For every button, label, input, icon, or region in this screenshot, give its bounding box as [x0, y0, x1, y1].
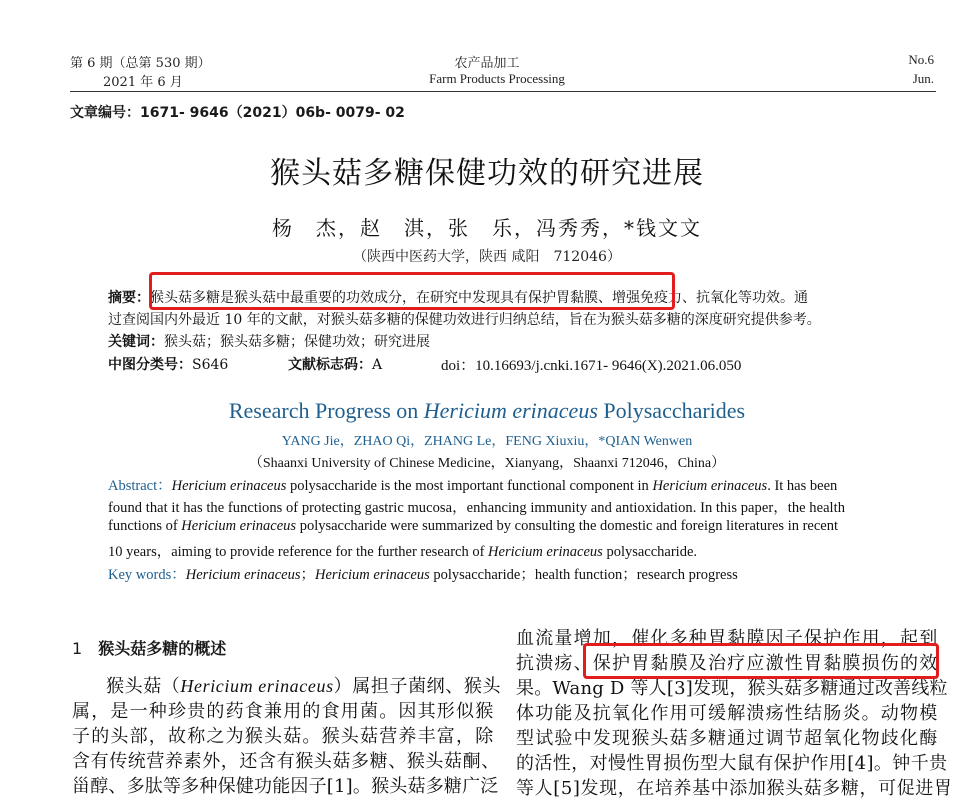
- keywords-cn: 关键词：猴头菇；猴头菇多糖；保健功效；研究进展: [108, 334, 430, 350]
- left-col-line5: 甾醇、多肽等多种保健功能因子[1]。猴头菇多糖广泛: [72, 776, 499, 797]
- issue-number: 第 6 期（总第 530 期）: [70, 56, 211, 71]
- abstract-en-line1: Abstract：Hericium erinaceus polysaccharide is the most important functional component in Hericium erinaceus. It has been: [108, 478, 838, 494]
- affiliation-cn: （陕西中医药大学，陕西 咸阳 712046）: [353, 249, 621, 265]
- right-col-line3: 果。Wang D 等人[3]发现，猴头菇多糖通过改善线粒: [516, 678, 948, 699]
- journal-name-cn: 农产品加工: [454, 56, 520, 71]
- clc-number: 中图分类号：S646: [108, 357, 229, 373]
- authors-cn: 杨 杰，赵 淇，张 乐，冯秀秀，*钱文文: [272, 216, 702, 240]
- right-col-line7: 等人[5]发现，在培养基中添加猴头菇多糖，可促进胃: [516, 778, 953, 799]
- left-col-line3: 子的头部，故称之为猴头菇。猴头菇营养丰富，除: [72, 726, 495, 747]
- abstract-cn-label: 摘要：: [108, 290, 150, 306]
- keywords-cn-label: 关键词：: [108, 334, 164, 350]
- journal-name-en: Farm Products Processing: [429, 71, 565, 86]
- right-col-line4: 体功能及抗氧化作用可缓解溃疡性结肠炎。动物模: [516, 703, 939, 724]
- keywords-en: Key words：Hericium erinaceus；Hericium erinaceus polysaccharide；health function；research progress: [108, 567, 738, 583]
- section-heading: 1 猴头菇多糖的概述: [72, 639, 227, 658]
- issue-no-en: No.6: [908, 52, 934, 67]
- right-col-line5: 型试验中发现猴头菇多糖通过调节超氧化物歧化酶: [516, 728, 939, 749]
- abstract-en-line3: functions of Hericium erinaceus polysaccharide were summarized by consulting the domestic and foreign literatures in recent: [108, 518, 839, 534]
- abstract-en-line2: found that it has the functions of protecting gastric mucosa，enhancing immunity and antioxidation. In this paper，the health: [108, 500, 846, 516]
- issue-month-en: Jun.: [912, 71, 934, 86]
- abstract-en-line4: 10 years，aiming to provide reference for the further research of Hericium erinaceus polysaccharide.: [108, 544, 698, 560]
- doi: doi：10.16693/j.cnki.1671- 9646(X).2021.06.050: [441, 358, 742, 374]
- right-col-line6: 的活性，对慢性胃损伤型大鼠有保护作用[4]。钟千贵: [516, 753, 948, 774]
- issue-date: 2021 年 6 月: [103, 75, 183, 90]
- highlight-box-body: [583, 643, 939, 679]
- abstract-cn-line2: 过查阅国内外最近 10 年的文献，对猴头菇多糖的保健功效进行归纳总结，旨在为猴头菇多糖的深度研究提供参考。: [108, 312, 821, 328]
- affiliation-en: （Shaanxi University of Chinese Medicine，Xianyang，Shaanxi 712046，China）: [248, 456, 726, 471]
- title-cn: 猴头菇多糖保健功效的研究进展: [270, 156, 704, 191]
- highlight-box-abstract: [149, 272, 675, 310]
- abstract-cn-line1: 摘要：猴头菇多糖是猴头菇中最重要的功效成分，在研究中发现具有保护胃黏膜、增强免疫力、抗氧化等功效。通: [108, 290, 808, 306]
- title-en: Research Progress on Hericium erinaceus Polysaccharides: [228, 398, 746, 423]
- left-col-line2: 属，是一种珍贵的药食兼用的食用菌。因其形似猴: [72, 701, 495, 722]
- left-col-line4: 含有传统营养素外，还含有猴头菇多糖、猴头菇酮、: [72, 751, 500, 772]
- header-rule: [70, 91, 936, 92]
- document-code: 文献标志码：A: [288, 357, 383, 373]
- keywords-en-label: Key words：: [108, 567, 186, 583]
- article-number: 文章编号：1671- 9646（2021）06b- 0079- 02: [70, 105, 405, 121]
- left-col-line1: 猴头菇（Hericium erinaceus）属担子菌纲、猴头: [106, 676, 502, 697]
- right-col-line1: 血流量增加，催化多种胃黏膜因子保护作用，起到: [516, 628, 939, 649]
- authors-en: YANG Jie，ZHAO Qi，ZHANG Le，FENG Xiuxiu，*QIAN Wenwen: [281, 434, 693, 449]
- right-col-line2: 抗溃疡、保护胃黏膜及治疗应激性胃黏膜损伤的效: [516, 653, 939, 674]
- abstract-en-label: Abstract：: [108, 478, 172, 494]
